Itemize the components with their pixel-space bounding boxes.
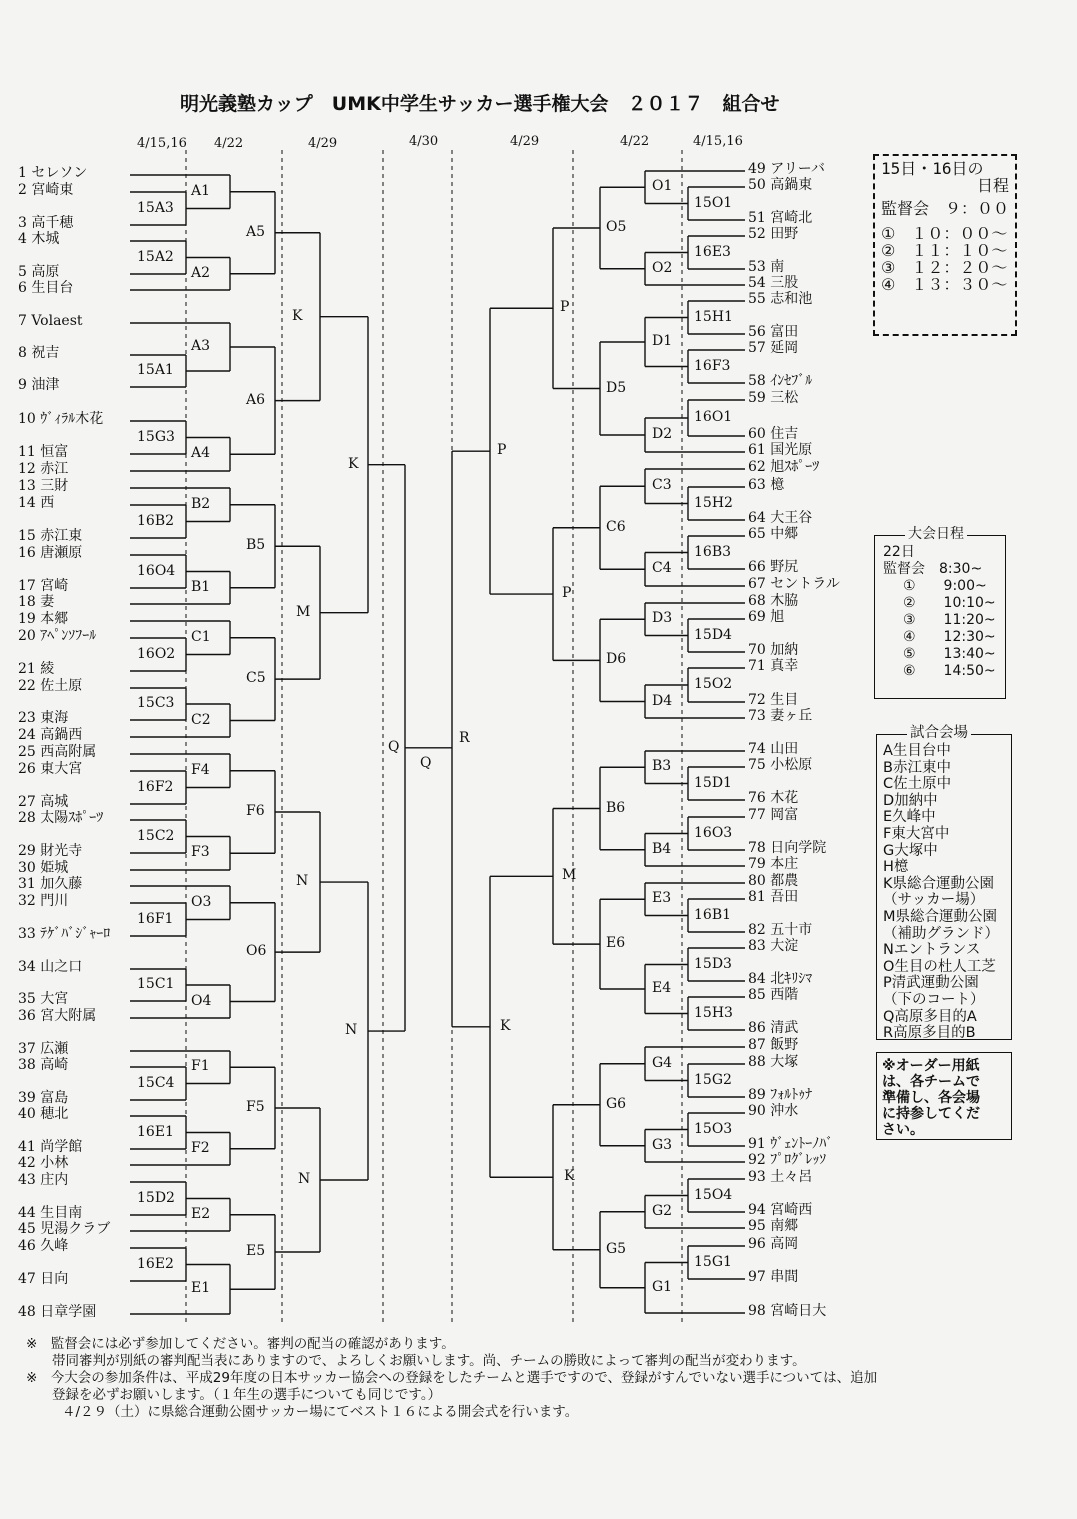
schedule-22-slot: ④ 12:30~ — [903, 629, 996, 645]
team-name: 57 延岡 — [748, 340, 799, 356]
match-label: 15O2 — [694, 676, 733, 692]
match-label: G1 — [652, 1278, 673, 1295]
match-label: C1 — [191, 628, 211, 645]
order-note-line: に持参してくだ — [882, 1106, 980, 1122]
match-label: 15G1 — [694, 1253, 732, 1270]
team-name: 36 宮大附属 — [18, 1008, 97, 1024]
team-name: 1 セレソン — [18, 165, 88, 181]
team-name: 11 恒富 — [18, 444, 69, 460]
match-label: K — [564, 1168, 575, 1185]
match-label: P — [562, 585, 572, 602]
date-left-r3: 4/29 — [308, 136, 338, 151]
team-name: 80 都農 — [748, 873, 799, 889]
team-name: 66 野尻 — [748, 559, 799, 575]
team-name: 51 宮崎北 — [748, 210, 813, 226]
match-label: Q — [388, 738, 400, 755]
schedule-22-slot: ⑥ 14:50~ — [903, 663, 996, 679]
team-name: 92 ﾌﾟﾛｸﾞﾚｯｿ — [748, 1152, 827, 1168]
match-label: E6 — [606, 935, 626, 952]
team-name: 7 Volaest — [18, 313, 83, 329]
team-name: 5 高原 — [18, 264, 60, 280]
match-label: G2 — [652, 1202, 673, 1219]
venue-item: M県総合運動公園 — [883, 908, 998, 925]
match-label: M — [562, 867, 577, 884]
match-label: 15D3 — [694, 955, 732, 972]
team-name: 15 赤江東 — [18, 528, 83, 544]
team-name: 24 高鍋西 — [18, 727, 83, 743]
match-label: N — [298, 1171, 311, 1187]
venue-item: D加納中 — [883, 792, 938, 809]
date-left-r2: 4/22 — [214, 136, 244, 151]
order-note-box — [876, 1052, 1012, 1140]
team-name: 46 久峰 — [18, 1238, 69, 1254]
venue-item: F東大宮中 — [883, 825, 950, 842]
team-name: 69 旭 — [748, 609, 785, 625]
venue-list — [877, 743, 1011, 1042]
venue-item: K県総合運動公園 — [883, 875, 995, 892]
team-name: 20 ｱﾍﾟﾝｿﾌｰﾙ — [18, 628, 97, 644]
team-name: 82 五十市 — [748, 922, 813, 938]
order-note-line: さい。 — [882, 1122, 924, 1138]
match-label: 16B3 — [694, 543, 732, 560]
team-name: 74 山田 — [748, 741, 799, 757]
team-name: 41 尚学館 — [18, 1139, 83, 1155]
schedule-1516-title2: 日程 — [976, 176, 1009, 195]
schedule-22-slot: ② 10:10~ — [903, 595, 996, 611]
team-name: 83 大淀 — [748, 938, 799, 954]
schedule-22-box — [874, 526, 1006, 699]
schedule-1516-meeting: 監督会 ９：００ — [881, 199, 1010, 218]
venue-item: H檍 — [883, 859, 909, 876]
match-label: A1 — [191, 182, 211, 199]
venue-item: G大塚中 — [883, 842, 938, 859]
venue-item: A生目台中 — [883, 743, 951, 759]
schedule-1516-title: 15日・16日の — [881, 159, 984, 178]
date-right-r1: 4/15,16 — [693, 134, 743, 149]
match-label: O1 — [652, 178, 673, 195]
match-label: 15D2 — [137, 1189, 175, 1206]
match-label: D6 — [606, 651, 627, 668]
match-label: 15C4 — [137, 1074, 175, 1091]
team-name: 89 ﾌｫﾙﾄｩﾅ — [748, 1087, 813, 1103]
team-name: 52 田野 — [748, 226, 799, 242]
team-name: 64 大王谷 — [748, 510, 813, 526]
match-label: 15A1 — [137, 362, 174, 378]
team-name: 95 南郷 — [748, 1218, 799, 1234]
team-name: 16 唐瀬原 — [18, 545, 83, 561]
match-label: E5 — [246, 1243, 266, 1259]
team-name: 9 油津 — [18, 377, 60, 393]
team-name: 54 三股 — [748, 275, 799, 291]
venue-item: B赤江東中 — [883, 759, 951, 776]
match-label: G4 — [652, 1054, 673, 1071]
match-label: 16F1 — [137, 910, 174, 927]
match-label: 16O2 — [137, 645, 176, 662]
date-final: 4/30 — [409, 134, 439, 149]
match-label: E3 — [652, 890, 672, 907]
match-label: D2 — [652, 426, 673, 442]
match-label: D1 — [652, 333, 673, 349]
match-label: F3 — [191, 844, 210, 861]
team-name: 13 三財 — [18, 478, 69, 494]
team-name: 25 西高附属 — [18, 744, 97, 760]
team-name: 56 富田 — [748, 324, 799, 340]
team-name: 98 宮崎日大 — [748, 1303, 827, 1319]
match-label: A4 — [191, 445, 211, 462]
team-name: 12 赤江 — [18, 461, 69, 477]
team-name: 34 山之口 — [18, 959, 83, 975]
date-right-r3: 4/29 — [510, 134, 540, 149]
match-label: R — [459, 729, 470, 746]
team-name: 8 祝吉 — [18, 345, 60, 361]
team-name: 14 西 — [18, 495, 55, 511]
match-label: B2 — [191, 495, 211, 512]
match-label: 15C3 — [137, 695, 175, 711]
match-label: K — [500, 1017, 511, 1034]
team-name: 37 広瀬 — [18, 1041, 69, 1057]
match-label: 15H2 — [694, 494, 733, 511]
match-label: F2 — [191, 1139, 210, 1156]
team-name: 23 東海 — [18, 710, 69, 726]
match-label: 16O4 — [137, 562, 176, 579]
team-name: 47 日向 — [18, 1271, 69, 1287]
schedule-22-slot: ⑤ 13:40~ — [903, 646, 996, 662]
team-name: 70 加納 — [748, 642, 799, 658]
match-label: K — [292, 307, 303, 324]
footer-note: ※ 今大会の参加条件は、平成29年度の日本サッカー協会への登録をしたチームと選手ですので、登録がすんでいない選手については、追加 — [26, 1370, 878, 1386]
team-name: 59 三松 — [748, 390, 799, 406]
venue-item: C佐土原中 — [883, 776, 952, 793]
match-label: 15C2 — [137, 827, 175, 844]
match-label: 16F2 — [137, 778, 174, 795]
team-name: 61 国光原 — [748, 442, 813, 458]
team-name: 58 ｲﾝｾﾌﾞﾙ — [748, 373, 813, 389]
match-label: B3 — [652, 758, 672, 775]
match-label: B4 — [652, 840, 672, 857]
team-name: 96 高岡 — [748, 1236, 799, 1252]
match-label: D3 — [652, 610, 673, 627]
team-name: 35 大宮 — [18, 991, 69, 1007]
venue-item: R高原多目的B — [883, 1025, 976, 1042]
order-note-line: 準備し、各会場 — [882, 1090, 980, 1106]
team-name: 17 宮崎 — [18, 578, 69, 594]
match-label: 15G2 — [694, 1071, 732, 1088]
team-name: 68 木脇 — [748, 593, 799, 609]
team-name: 55 志和池 — [748, 291, 813, 307]
date-left-r1: 4/15,16 — [137, 136, 187, 151]
team-name: 49 アリーバ — [748, 161, 826, 177]
match-label: E1 — [191, 1280, 211, 1297]
footer-note: ４/２９（土）に県総合運動公園サッカー場にてベスト１６による開会式を行います。 — [62, 1404, 579, 1420]
team-name: 18 妻 — [18, 594, 55, 610]
match-label: O5 — [606, 219, 627, 235]
match-label: O3 — [191, 893, 212, 910]
match-label: 16E3 — [694, 243, 731, 260]
match-label: B1 — [191, 578, 211, 595]
match-label: 16O1 — [694, 409, 733, 425]
match-label: C6 — [606, 518, 626, 535]
team-name: 2 宮崎東 — [18, 182, 74, 198]
footer-note: 登録を必ずお願いします。（１年生の選手についても同じです。） — [52, 1387, 442, 1403]
team-name: 33 ﾃｹﾞﾊﾞｼﾞｬｰﾛ — [18, 926, 111, 942]
match-label: A6 — [246, 391, 266, 408]
venues-box — [876, 725, 1012, 1042]
team-name: 86 清武 — [748, 1020, 799, 1036]
match-label: 15A3 — [137, 199, 174, 216]
match-label: F1 — [191, 1058, 210, 1075]
match-label: A2 — [191, 264, 211, 281]
team-name: 88 大塚 — [748, 1054, 799, 1070]
team-name: 44 生目南 — [18, 1205, 83, 1221]
venue-item: O生目の杜人工芝 — [883, 958, 996, 975]
match-label: 15H1 — [694, 308, 733, 325]
team-name: 27 高城 — [18, 794, 69, 810]
team-name: 76 木花 — [748, 790, 799, 806]
match-label: Q — [420, 754, 432, 771]
match-label: B6 — [606, 799, 626, 816]
date-right-r2: 4/22 — [620, 134, 650, 149]
footer-note: 帯同審判が別紙の審判配当表にありますので、よろしくお願いします。尚、チームの勝敗によって審判の配当が変わります。 — [52, 1353, 806, 1369]
match-label: E2 — [191, 1205, 211, 1222]
team-name: 48 日章学園 — [18, 1304, 97, 1320]
match-label: 16O3 — [694, 824, 733, 841]
match-label: 16E2 — [137, 1255, 174, 1272]
match-label: F6 — [246, 803, 265, 819]
venue-item: P清武運動公園 — [883, 975, 979, 992]
match-label: 15O3 — [694, 1120, 733, 1137]
schedule-22-day: 22日 — [883, 544, 915, 560]
schedule-22-slot: ① 9:00~ — [903, 578, 987, 594]
team-name: 63 檍 — [748, 477, 785, 493]
match-label: 16E1 — [137, 1123, 174, 1140]
venue-item: （サッカー場） — [883, 892, 985, 909]
venues-title: 試合会場 — [907, 725, 971, 742]
order-note-line: ※オーダー用紙 — [882, 1058, 980, 1074]
match-label: D4 — [652, 692, 673, 709]
match-label: G3 — [652, 1136, 673, 1153]
team-name: 79 本庄 — [748, 856, 799, 872]
match-label: C2 — [191, 711, 211, 728]
team-name: 93 土々呂 — [748, 1169, 813, 1185]
schedule-1516-slot: ④ １３：３０～ — [881, 275, 1008, 294]
team-name: 72 生目 — [748, 692, 799, 708]
team-name: 60 住吉 — [748, 426, 799, 442]
match-label: O4 — [191, 992, 212, 1009]
team-name: 84 北ｷﾘｼﾏ — [748, 971, 813, 987]
match-label: O6 — [246, 943, 267, 960]
team-name: 32 門川 — [18, 893, 69, 909]
team-name: 62 旭ｽﾎﾟｰﾂ — [748, 459, 820, 475]
team-name: 75 小松原 — [748, 757, 813, 773]
team-name: 85 西階 — [748, 987, 799, 1003]
match-label: C3 — [652, 477, 672, 494]
team-name: 45 児湯クラブ — [18, 1221, 111, 1237]
match-label: 15O1 — [694, 194, 733, 211]
match-label: B5 — [246, 537, 266, 554]
team-name: 43 庄内 — [18, 1172, 69, 1188]
schedule-1516-slot: ② １１：１０～ — [881, 241, 1008, 260]
venue-item: （補助グランド） — [883, 925, 999, 942]
team-name: 40 穂北 — [18, 1106, 69, 1122]
team-name: 71 真幸 — [748, 658, 799, 674]
team-name: 65 中郷 — [748, 526, 799, 542]
team-name: 42 小林 — [18, 1155, 69, 1171]
match-label: 16F3 — [694, 357, 731, 374]
team-name: 67 セントラル — [748, 576, 840, 592]
team-name: 53 南 — [748, 259, 785, 275]
team-name: 28 太陽ｽﾎﾟｰﾂ — [18, 810, 104, 826]
team-name: 81 吾田 — [748, 889, 799, 905]
match-label: 15G3 — [137, 428, 175, 445]
team-name: 91 ｳﾞｪﾝﾄｰﾉﾊﾞ — [748, 1136, 834, 1152]
venue-item: E久峰中 — [883, 809, 936, 826]
schedule-22-slot: ③ 11:20~ — [903, 612, 996, 628]
order-note-line: は、各チームで — [882, 1074, 980, 1090]
match-label: 15O4 — [694, 1186, 733, 1203]
team-name: 38 高崎 — [18, 1057, 69, 1073]
team-name: 50 高鍋東 — [748, 177, 813, 193]
match-label: A5 — [246, 223, 266, 240]
match-label: G5 — [606, 1240, 627, 1257]
match-label: 15D4 — [694, 626, 732, 643]
team-name: 30 姫城 — [18, 860, 69, 876]
venue-item: Q高原多目的A — [883, 1008, 977, 1025]
team-name: 39 富島 — [18, 1090, 69, 1106]
sheet-title: 明光義塾カップ UMK中学生サッカー選手権大会 ２０１７ 組合せ — [180, 93, 780, 115]
match-label: M — [296, 603, 311, 620]
team-name: 94 宮崎西 — [748, 1202, 813, 1218]
match-label: E4 — [652, 980, 672, 996]
team-name: 29 財光寺 — [18, 843, 83, 859]
team-name: 87 飯野 — [748, 1037, 799, 1053]
match-label: G6 — [606, 1095, 627, 1112]
match-label: 15D1 — [694, 774, 732, 791]
schedule-1516-box — [873, 154, 1017, 336]
match-label: 16B1 — [694, 906, 732, 923]
team-name: 26 東大宮 — [18, 761, 83, 777]
team-name: 77 岡富 — [748, 807, 799, 823]
team-name: 22 佐土原 — [18, 678, 83, 694]
team-name: 19 本郷 — [18, 611, 69, 627]
team-name: 3 高千穂 — [18, 215, 74, 231]
schedule-22-meeting: 監督会 8:30~ — [883, 561, 983, 577]
match-label: O2 — [652, 259, 673, 276]
team-name: 21 綾 — [18, 661, 55, 677]
team-name: 6 生目台 — [18, 280, 74, 296]
match-label: D5 — [606, 379, 627, 396]
schedule-22-title: 大会日程 — [905, 527, 967, 541]
venue-item: Nエントランス — [883, 942, 981, 959]
match-label: F5 — [246, 1099, 265, 1115]
schedule-1516-slot: ① １０：００～ — [881, 224, 1008, 243]
match-label: P — [497, 442, 507, 459]
team-name: 73 妻ヶ丘 — [748, 708, 813, 724]
schedule-1516-slot: ③ １２：２０～ — [881, 258, 1008, 277]
match-label: A3 — [191, 338, 211, 354]
match-label: 15H3 — [694, 1004, 733, 1021]
match-label: K — [348, 455, 359, 472]
match-label: P — [560, 299, 570, 316]
match-label: C5 — [246, 670, 266, 687]
match-label: C4 — [652, 560, 672, 577]
match-label: F4 — [191, 761, 210, 778]
team-name: 4 木城 — [18, 231, 60, 247]
footer-note: ※ 監督会には必ず参加してください。審判の配当の確認があります。 — [26, 1336, 455, 1352]
team-name: 31 加久藤 — [18, 876, 83, 892]
team-name: 90 沖水 — [748, 1103, 799, 1119]
match-label: N — [345, 1022, 358, 1039]
match-label: N — [296, 873, 309, 890]
match-label: 16B2 — [137, 512, 175, 529]
team-name: 10 ｳﾞｨﾗﾙ木花 — [18, 411, 104, 427]
match-label: 15C1 — [137, 976, 175, 992]
venue-item: （下のコート） — [883, 991, 985, 1008]
team-name: 97 串間 — [748, 1269, 799, 1285]
team-name: 78 日向学院 — [748, 840, 827, 856]
match-label: 15A2 — [137, 248, 174, 265]
